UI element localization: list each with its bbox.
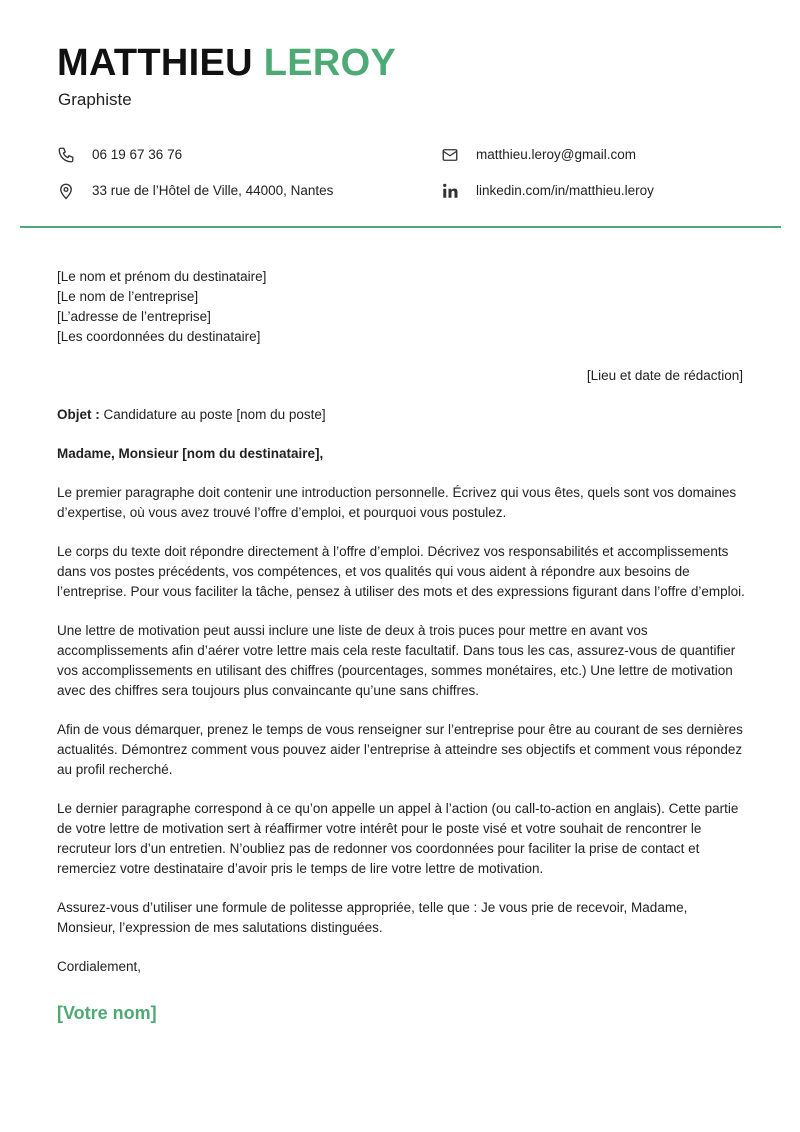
full-name xyxy=(57,40,396,86)
phone-icon xyxy=(57,146,75,164)
contact-address xyxy=(57,182,333,200)
paragraph-4: Afin de vous démarquer, prenez le temps de vous renseigner sur l’entreprise pour être au courant de ses dernières actualités. Démontrez comment vous pouvez aider l’entreprise à atteindre ses objectifs et comment vous répondez au profil recherché. xyxy=(57,722,743,777)
recipient-contact: [Les coordonnées du destinataire] xyxy=(57,329,261,344)
email-text: matthieu.leroy@gmail.com xyxy=(476,147,637,162)
paragraph-1: Le premier paragraphe doit contenir une introduction personnelle. Écrivez qui vous êtes, quels sont vos domaines d’expertise, où vous avez trouvé l’offre d’emploi, et pourquoi vous postulez. xyxy=(57,485,737,520)
paragraph-3: Une lettre de motivation peut aussi inclure une liste de deux à trois puces pour mettre en avant vos accomplissements afin d’aérer votre lettre mais cela reste facultatif. Dans tous les cas, assurez-vous de quantifier vos accomplissements en utilisant des chiffres (pourcentages, sommes monétaires, etc.) Une lettre de motivation avec des chiffres sera toujours plus convaincante qu’une sans chiffres. xyxy=(57,623,736,698)
subject-label: Objet : xyxy=(57,407,100,422)
letter-body xyxy=(57,405,747,996)
contact-email xyxy=(441,146,636,164)
address-text: 33 rue de l’Hôtel de Ville, 44000, Nantes xyxy=(92,183,334,198)
salutation: Madame, Monsieur [nom du destinataire], xyxy=(57,446,324,461)
recipient-block xyxy=(57,267,266,347)
linkedin-icon xyxy=(441,182,459,200)
mail-icon xyxy=(441,146,459,164)
last-name: LEROY xyxy=(263,42,397,84)
location-pin-icon xyxy=(57,182,75,200)
paragraph-5: Le dernier paragraphe correspond à ce qu’on appelle un appel à l’action (ou call-to-action en anglais). Cette partie de votre lettre de motivation sert à réaffirmer votre intérêt pour le poste visé et votre souhait de rencontrer le recruteur lors d’un entretien. N’oubliez pas de redonner vos coordonnées pour faciliter la prise de contact et remerciez votre destinataire d’avoir pris le temps de lire votre lettre de motivation. xyxy=(57,801,739,876)
recipient-address: [L’adresse de l’entreprise] xyxy=(57,309,211,324)
contact-linkedin xyxy=(441,182,654,200)
paragraph-6: Assurez-vous d’utiliser une formule de politesse appropriée, telle que : Je vous prie de recevoir, Madame, Monsieur, l’expression de mes salutations distinguées. xyxy=(57,900,688,935)
recipient-name: [Le nom et prénom du destinataire] xyxy=(57,269,267,284)
job-title: Graphiste xyxy=(58,90,132,109)
closing: Cordialement, xyxy=(57,959,142,974)
header-divider xyxy=(20,226,781,228)
phone-number: 06 19 67 36 76 xyxy=(92,147,183,162)
recipient-company: [Le nom de l’entreprise] xyxy=(57,289,199,304)
contact-phone xyxy=(57,146,182,164)
linkedin-text: linkedin.com/in/matthieu.leroy xyxy=(476,183,654,198)
paragraph-2: Le corps du texte doit répondre directement à l’offre d’emploi. Décrivez vos responsabilités et accomplissements dans vos postes précédents, vos compétences, et vos qualités qui vous aident à répondre aux besoins de l’entreprise. Pour vous faciliter la tâche, pensez à utiliser des mots et des expressions figurant dans l’offre d’emploi. xyxy=(57,544,745,599)
first-name: MATTHIEU xyxy=(57,42,253,84)
signature: [Votre nom] xyxy=(57,1003,157,1023)
subject-line xyxy=(57,405,747,425)
subject-text: Candidature au poste [nom du poste] xyxy=(99,407,326,422)
place-date: [Lieu et date de rédaction] xyxy=(586,368,743,383)
